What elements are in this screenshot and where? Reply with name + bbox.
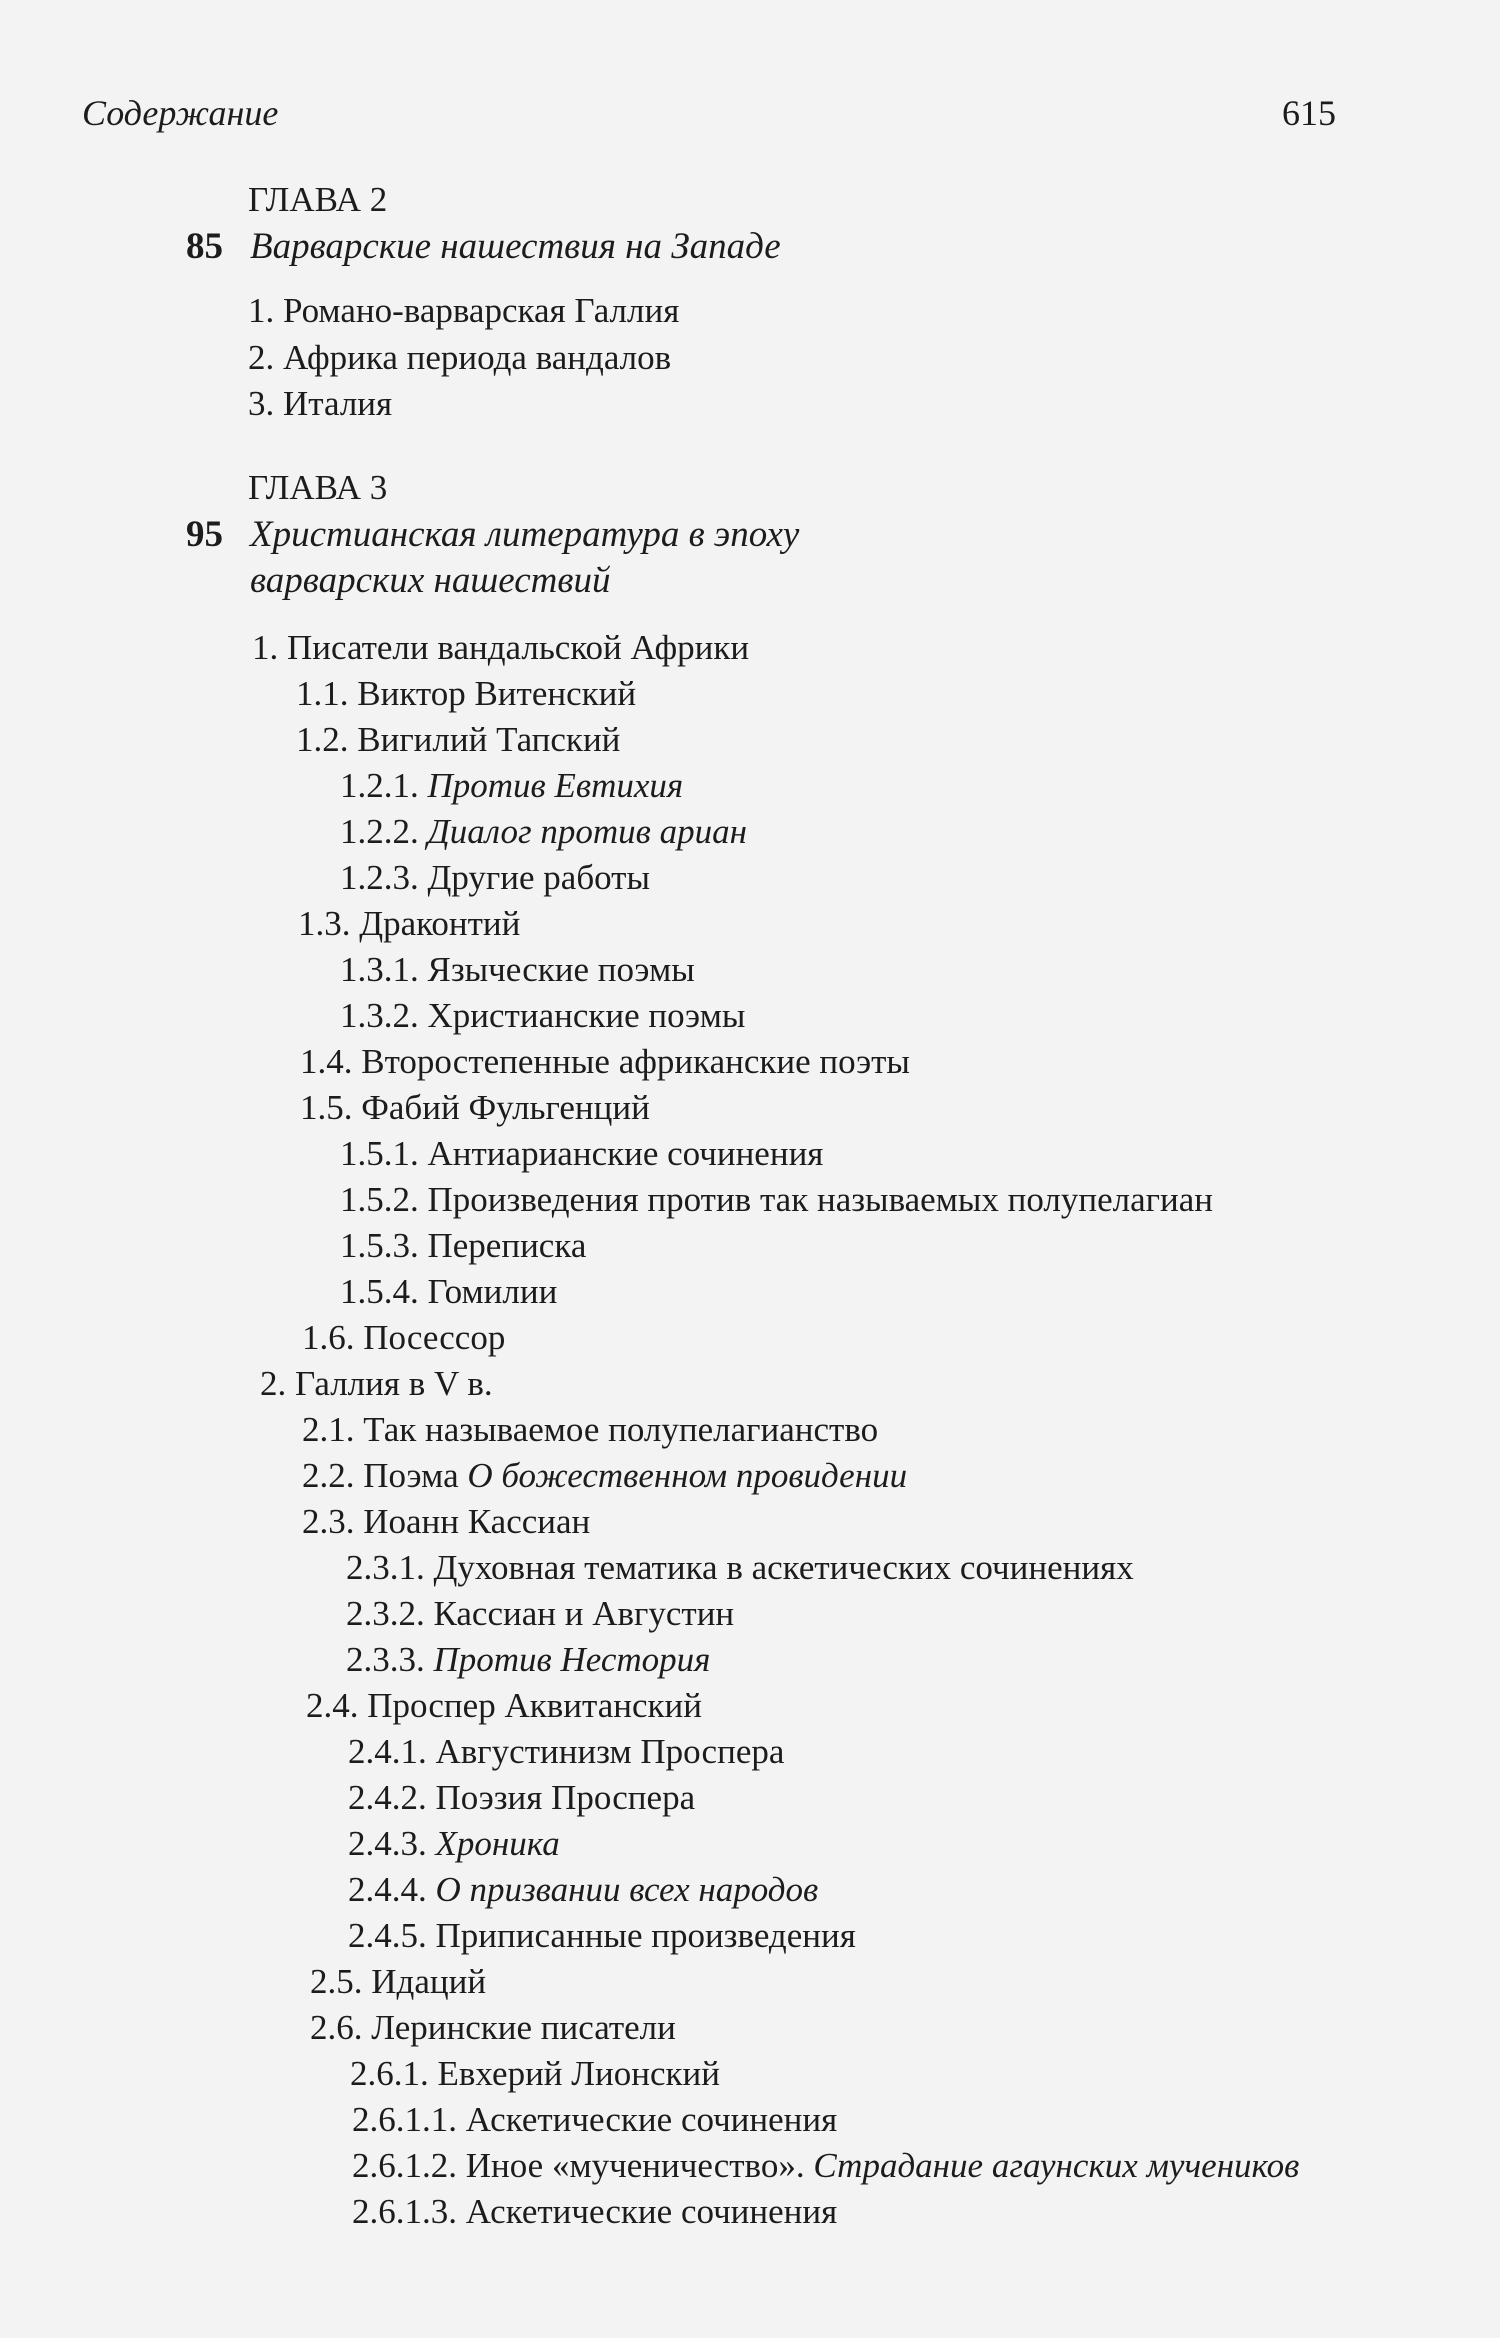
toc-entry-italic-title: Хроника (435, 1824, 560, 1863)
toc-entry (302, 1458, 907, 1493)
toc-entry-italic-title: О божественном провидении (467, 1456, 908, 1495)
chapter-title: Христианская литература в эпоху (250, 514, 800, 555)
toc-entry-text: 2.4.1. Августинизм Проспера (348, 1732, 785, 1771)
toc-entry-italic-title: Диалог против ариан (427, 812, 747, 851)
toc-entry (340, 952, 695, 987)
toc-entry (352, 2148, 1299, 2183)
page-number: 615 (1282, 93, 1336, 133)
toc-entry (352, 2194, 837, 2229)
toc-entry-text: 2. Галлия в V в. (260, 1364, 493, 1403)
toc-entry-text: 2.3.1. Духовная тематика в аскетических сочинениях (346, 1548, 1134, 1587)
toc-entry (340, 768, 683, 803)
toc-entry (296, 722, 620, 757)
toc-entry (302, 1320, 505, 1355)
toc-entry-text: 2.6.1.1. Аскетические сочинения (352, 2100, 838, 2139)
toc-entry (248, 386, 392, 421)
toc-entry-text: 1.3. Драконтий (298, 904, 521, 943)
toc-entry-italic-title: О призвании всех народов (435, 1870, 819, 1909)
toc-entry (346, 1642, 710, 1677)
toc-entry-text: 1.2.1. (340, 766, 428, 805)
toc-entry-text: 1.4. Второстепенные африканские поэты (300, 1042, 910, 1081)
toc-entry-text: 2.6.1.3. Аскетические сочинения (352, 2192, 838, 2231)
toc-entry-text: 1. Писатели вандальской Африки (252, 628, 750, 667)
chapter-page-number: 95 (186, 514, 223, 555)
toc-entry (348, 1918, 856, 1953)
toc-entry-text: 2.4.4. (348, 1870, 436, 1909)
toc-entry-text: 1.6. Посессор (302, 1318, 506, 1357)
toc-entry-text: 2.3.3. (346, 1640, 434, 1679)
toc-entry (348, 1826, 560, 1861)
toc-entry (248, 340, 671, 375)
toc-entry (310, 2010, 676, 2045)
toc-entry-text: 1.5.3. Переписка (340, 1226, 587, 1265)
chapter-label: ГЛАВА 3 (248, 468, 388, 507)
toc-entry (302, 1504, 590, 1539)
toc-entry (248, 293, 679, 328)
toc-entry-text: 2.6. Леринские писатели (310, 2008, 676, 2047)
toc-entry (348, 1872, 818, 1907)
toc-entry-text: 2. Африка периода вандалов (248, 338, 672, 377)
toc-entry-text: 1.1. Виктор Витенский (296, 674, 637, 713)
toc-entry-italic-title: Против Евтихия (427, 766, 684, 805)
toc-entry (340, 1182, 1213, 1217)
toc-entry (340, 1228, 586, 1263)
toc-entry (298, 906, 520, 941)
toc-entry (340, 814, 747, 849)
toc-entry-text: 2.1. Так называемое полупелагианство (302, 1410, 879, 1449)
toc-entry-text: 1.5.4. Гомилии (340, 1272, 558, 1311)
toc-entry-text: 2.6.1. Евхерий Лионский (350, 2054, 720, 2093)
chapter-page-number: 85 (186, 226, 223, 267)
toc-entry (348, 1734, 784, 1769)
toc-entry (310, 1964, 486, 1999)
toc-entry (300, 1090, 650, 1125)
toc-entry-text: 2.4.2. Поэзия Проспера (348, 1778, 696, 1817)
toc-entry-text: 2.4. Проспер Аквитанский (306, 1686, 702, 1725)
toc-entry (348, 1780, 695, 1815)
toc-entry-text: 3. Италия (248, 384, 393, 423)
toc-entry (252, 630, 749, 665)
toc-entry (260, 1366, 493, 1401)
toc-entry-text: 1.2. Вигилий Тапский (296, 720, 621, 759)
toc-entry (296, 676, 636, 711)
toc-entry-text: 1.5.2. Произведения против так называемых полупелагиан (340, 1180, 1213, 1219)
toc-entry-text: 1.3.1. Языческие поэмы (340, 950, 695, 989)
toc-entry (300, 1044, 910, 1079)
toc-entry-text: 2.6.1.2. Иное «мученичество». (352, 2146, 814, 2185)
toc-entry-text: 2.3. Иоанн Кассиан (302, 1502, 591, 1541)
toc-entry (340, 998, 745, 1033)
running-title: Содержание (82, 93, 279, 133)
toc-entry-text: 2.3.2. Кассиан и Августин (346, 1594, 735, 1633)
toc-entry-text: 1.5.1. Антиарианские сочинения (340, 1134, 824, 1173)
toc-entry-text: 1.2.3. Другие работы (340, 858, 650, 897)
toc-entry-text: 2.2. Поэма (302, 1456, 468, 1495)
toc-entry-text: 1. Романо-варварская Галлия (248, 291, 680, 330)
toc-entry (340, 860, 650, 895)
chapter-title: варварских нашествий (250, 560, 611, 601)
toc-entry-italic-title: Страдание агаунских мучеников (813, 2146, 1300, 2185)
toc-entry-text: 2.5. Идаций (310, 1962, 487, 2001)
toc-entry (306, 1688, 702, 1723)
toc-entry-text: 2.4.5. Приписанные произведения (348, 1916, 856, 1955)
page-header (82, 92, 1336, 142)
toc-entry (346, 1596, 734, 1631)
toc-entry-text: 2.4.3. (348, 1824, 436, 1863)
toc-entry (340, 1274, 557, 1309)
toc-entry (340, 1136, 823, 1171)
toc-entry-italic-title: Против Нестория (433, 1640, 711, 1679)
toc-entry (350, 2056, 720, 2091)
toc-entry (346, 1550, 1134, 1585)
toc-entry-text: 1.5. Фабий Фульгенций (300, 1088, 650, 1127)
toc-entry-text: 1.3.2. Христианские поэмы (340, 996, 746, 1035)
toc-entry (352, 2102, 837, 2137)
chapter-title: Варварские нашествия на Западе (250, 226, 781, 267)
toc-entry-text: 1.2.2. (340, 812, 428, 851)
toc-entry (302, 1412, 878, 1447)
chapter-label: ГЛАВА 2 (248, 180, 388, 219)
